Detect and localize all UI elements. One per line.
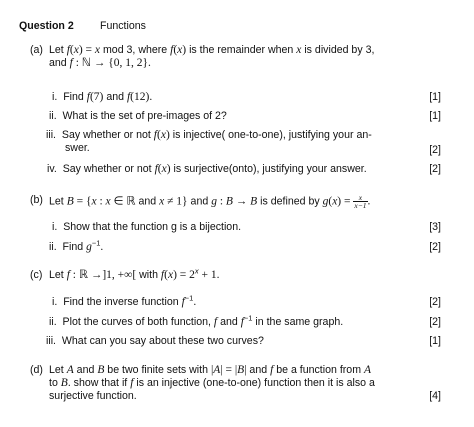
- question-number: Question 2: [19, 20, 74, 32]
- part-c-item-iii-mark: [1]: [429, 335, 441, 347]
- part-b-item-ii-mark: [2]: [429, 241, 441, 253]
- part-c-item-ii: ii. Plot the curves of both function, f and $f^{-1}$ in the same graph.: [49, 313, 344, 328]
- part-d-line2: to B. show that if f is an injective (one-to-one) function then it is also a: [49, 377, 375, 389]
- part-b-item-i-mark: [3]: [429, 221, 441, 233]
- part-c-item-ii-mark: [2]: [429, 316, 441, 328]
- part-c-item-i: i. Find the inverse function $f^{-1}$.: [52, 293, 197, 308]
- question-topic: Functions: [100, 20, 146, 32]
- part-c-intro: Let f : ℝ →]1, +∞[ with $f(x) = 2^x + 1$.: [49, 266, 220, 281]
- g-fraction: $\frac{x}{x-1}$: [354, 193, 367, 210]
- part-d-line1: Let A and B be two finite sets with |A| = |B| and f be a function from A: [49, 364, 371, 376]
- part-a-item-iii-mark: [2]: [429, 144, 441, 156]
- part-a-label: (a): [30, 44, 43, 56]
- part-a-item-iii-cont: swer.: [65, 142, 90, 154]
- part-a-item-iv-mark: [2]: [429, 163, 441, 175]
- part-a-intro-line2: and f : ℕ → {0, 1, 2}.: [49, 57, 151, 69]
- part-c-item-i-mark: [2]: [429, 296, 441, 308]
- part-a-item-ii: ii. What is the set of pre-images of 2?: [49, 110, 227, 122]
- part-a-item-i: i. Find f(7) and f(12).: [52, 91, 153, 103]
- part-b-item-ii: ii. Find $g^{-1}$.: [49, 238, 104, 253]
- part-a-item-i-mark: [1]: [429, 91, 441, 103]
- part-a-item-ii-mark: [1]: [429, 110, 441, 122]
- part-c-item-iii: iii. What can you say about these two curves?: [46, 335, 264, 347]
- part-a-intro-line1: Let f(x) = x mod 3, where f(x) is the remainder when x is divided by 3,: [49, 44, 375, 56]
- part-d-label: (d): [30, 364, 43, 376]
- part-d-mark: [4]: [429, 390, 441, 402]
- part-a-item-iii: iii. Say whether or not f(x) is injective( one-to-one), justifying your an-: [46, 129, 372, 141]
- part-b-item-i: i. Show that the function g is a bijection.: [52, 221, 242, 233]
- part-b-label: (b): [30, 194, 43, 206]
- part-a-item-iv: iv. Say whether or not f(x) is surjective(onto), justifying your answer.: [47, 163, 367, 175]
- part-b-intro: Let B = {x : x ∈ ℝ and x ≠ 1} and g : B → B is defined by g(x) = $\frac{x}{x-1}$ .: [49, 193, 371, 210]
- part-d-line3: surjective function.: [49, 390, 137, 402]
- part-c-label: (c): [30, 269, 43, 281]
